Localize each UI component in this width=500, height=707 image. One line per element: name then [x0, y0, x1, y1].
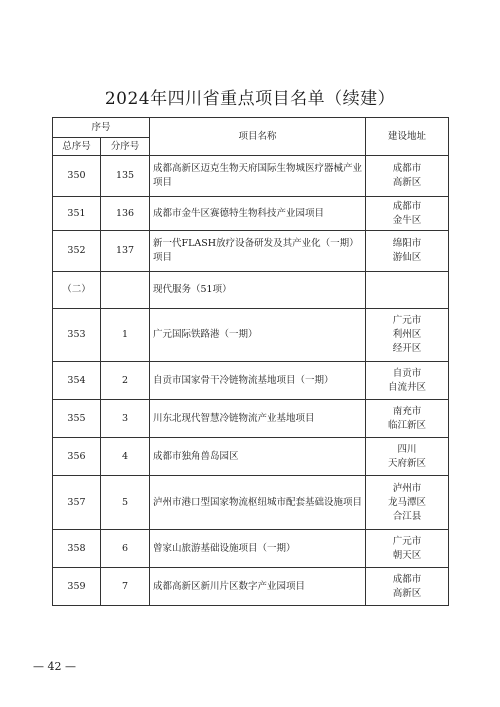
- location-line: 绵阳市: [392, 238, 422, 249]
- cell-location: [366, 156, 449, 197]
- table-row: [53, 272, 449, 309]
- cell-project-name: 成都市独角兽岛园区: [150, 438, 366, 476]
- cell-total-no: （二）: [53, 272, 101, 309]
- cell-project-name: 现代服务（51项）: [150, 272, 366, 309]
- header-location: 建设地址: [366, 118, 449, 156]
- cell-location: [366, 476, 449, 530]
- cell-location: [366, 362, 449, 400]
- table-row: [53, 156, 449, 197]
- location-line: 广元市: [392, 315, 422, 326]
- cell-total-no: 350: [53, 156, 101, 197]
- document-title: 2024年四川省重点项目名单（续建）: [104, 89, 396, 109]
- cell-sub-no: 137: [101, 231, 150, 272]
- cell-sub-no: [101, 272, 150, 309]
- location-line: 临江新区: [388, 419, 427, 431]
- cell-project-name: 曾家山旅游基础设施项目（一期）: [150, 530, 366, 568]
- location-line: 广元市: [392, 535, 422, 547]
- location-line: 自流井区: [388, 381, 427, 393]
- table-row: [53, 476, 449, 530]
- table-row: [53, 197, 449, 231]
- cell-location: [366, 231, 449, 272]
- cell-sub-no: 136: [101, 197, 150, 231]
- table-row: [53, 530, 449, 568]
- table-row: [53, 362, 449, 400]
- cell-location: [366, 400, 449, 438]
- cell-total-no: 357: [53, 476, 101, 530]
- cell-sub-no: 4: [101, 438, 150, 476]
- location-line: 利州区: [392, 329, 422, 340]
- table-row: [53, 231, 449, 272]
- cell-total-no: 353: [53, 309, 101, 362]
- location-line: 天府新区: [388, 457, 427, 469]
- location-line: 合江县: [392, 510, 422, 522]
- header-seq-group: 序号: [53, 118, 150, 138]
- cell-sub-no: 6: [101, 530, 150, 568]
- cell-total-no: 359: [53, 568, 101, 606]
- cell-location: [366, 272, 449, 309]
- location-line: 经开区: [392, 343, 422, 354]
- location-line: 游仙区: [392, 252, 422, 263]
- location-line: 四川: [397, 443, 417, 455]
- location-line: 成都市: [392, 573, 422, 585]
- cell-location: [366, 309, 449, 362]
- location-line: 金牛区: [392, 214, 422, 226]
- cell-project-name: 成都高新区新川片区数字产业园项目: [150, 568, 366, 606]
- location-line: 自贡市: [392, 367, 422, 379]
- cell-location: [366, 568, 449, 606]
- cell-project-name: 泸州市港口型国家物流枢纽城市配套基础设施项目: [150, 476, 366, 530]
- cell-project-name: 川东北现代智慧冷链物流产业基地项目: [150, 400, 366, 438]
- table-row: [53, 309, 449, 362]
- header-row: [53, 118, 449, 138]
- cell-project-name: 自贡市国家骨干冷链物流基地项目（一期）: [150, 362, 366, 400]
- header-sub-no: 分序号: [101, 138, 150, 156]
- cell-sub-no: 5: [101, 476, 150, 530]
- location-line: 成都市: [392, 200, 422, 212]
- table-row: [53, 400, 449, 438]
- project-table: [52, 117, 449, 606]
- cell-total-no: 351: [53, 197, 101, 231]
- cell-location: [366, 530, 449, 568]
- location-line: 龙马潭区: [388, 496, 427, 508]
- cell-total-no: 356: [53, 438, 101, 476]
- location-line: 泸州市: [392, 482, 422, 494]
- cell-total-no: 358: [53, 530, 101, 568]
- cell-location: [366, 438, 449, 476]
- table-row: [53, 438, 449, 476]
- cell-sub-no: 7: [101, 568, 150, 606]
- cell-total-no: 355: [53, 400, 101, 438]
- cell-sub-no: 135: [101, 156, 150, 197]
- cell-location: [366, 197, 449, 231]
- cell-sub-no: 3: [101, 400, 150, 438]
- cell-project-name: 成都市金牛区赛德特生物科技产业园项目: [150, 197, 366, 231]
- table-row: [53, 568, 449, 606]
- cell-project-name: 成都高新区迈克生物天府国际生物城医疗器械产业项目: [150, 156, 366, 197]
- location-line: 高新区: [392, 177, 422, 188]
- header-project-name: 项目名称: [150, 118, 366, 156]
- cell-project-name: 广元国际铁路港（一期）: [150, 309, 366, 362]
- location-line: 南充市: [392, 405, 422, 417]
- location-line: 高新区: [392, 587, 422, 599]
- cell-total-no: 354: [53, 362, 101, 400]
- location-line: 成都市: [392, 163, 422, 174]
- header-total-no: 总序号: [53, 138, 101, 156]
- location-line: 朝天区: [392, 549, 422, 561]
- cell-sub-no: 2: [101, 362, 150, 400]
- page-number: — 42 —: [33, 660, 76, 673]
- cell-sub-no: 1: [101, 309, 150, 362]
- cell-project-name: 新一代FLASH放疗设备研发及其产业化（一期）项目: [150, 231, 366, 272]
- cell-total-no: 352: [53, 231, 101, 272]
